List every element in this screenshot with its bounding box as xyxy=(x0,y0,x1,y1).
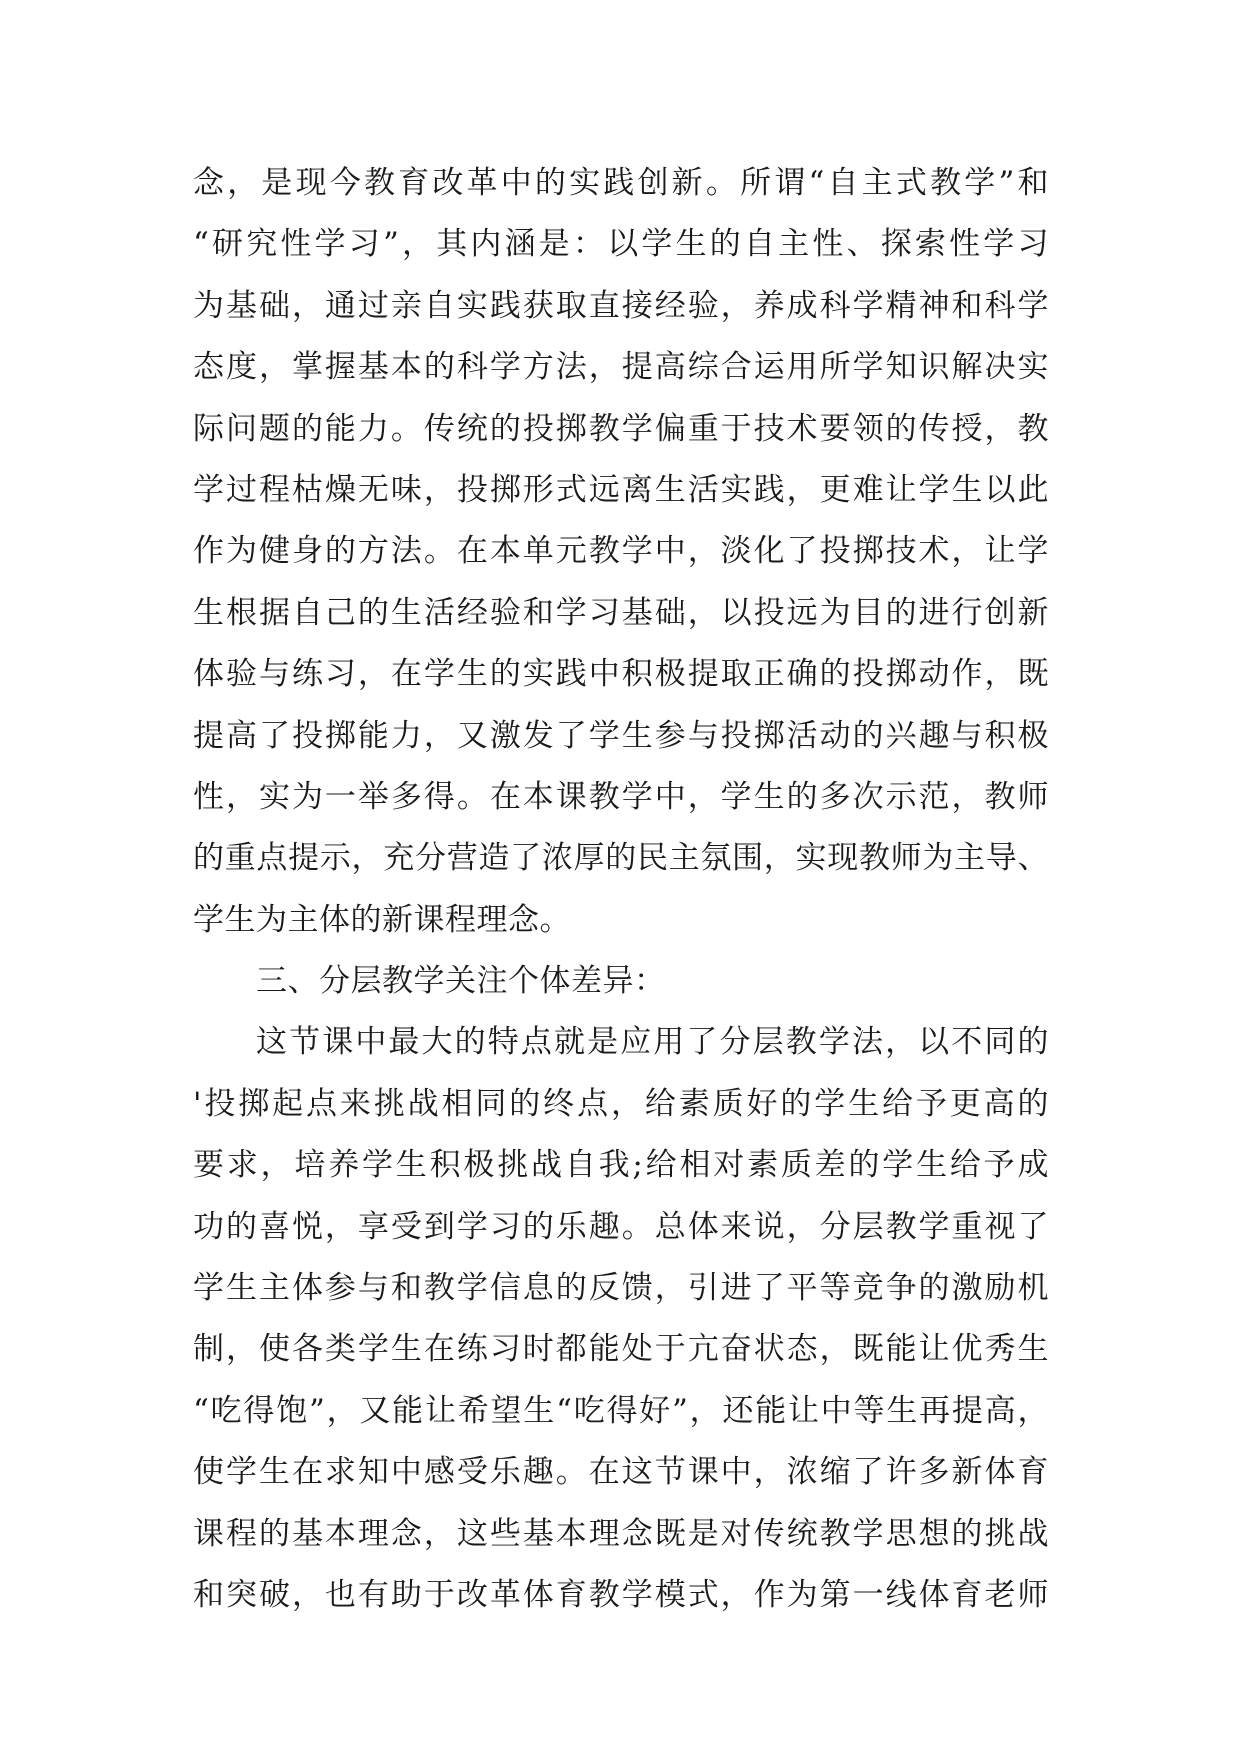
paragraph-line: 课程的基本理念，这些基本理念既是对传统教学思想的挑战 xyxy=(193,1515,1049,1552)
paragraph-line: 提高了投掷能力，又激发了学生参与投掷活动的兴趣与积极 xyxy=(193,717,1049,754)
paragraph-line: 为基础，通过亲自实践获取直接经验，养成科学精神和科学 xyxy=(193,287,1049,324)
paragraph-line: 学生主体参与和教学信息的反馈，引进了平等竞争的激励机 xyxy=(193,1270,1049,1307)
paragraph-line: 性，实为一举多得。在本课教学中，学生的多次示范，教师 xyxy=(193,778,1049,815)
paragraph-line: 功的喜悦，享受到学习的乐趣。总体来说，分层教学重视了 xyxy=(193,1208,1049,1245)
paragraph-line: 作为健身的方法。在本单元教学中，淡化了投掷技术，让学 xyxy=(193,533,1049,570)
paragraph-line: 和突破，也有助于改革体育教学模式，作为第一线体育老师 xyxy=(193,1576,1049,1613)
paragraph-line: 态度，掌握基本的科学方法，提高综合运用所学知识解决实 xyxy=(193,349,1049,386)
paragraph-line: 念，是现今教育改革中的实践创新。所谓“自主式教学”和 xyxy=(193,165,1049,201)
document-body xyxy=(193,153,1049,1626)
paragraph-line: 这节课中最大的特点就是应用了分层教学法，以不同的 xyxy=(256,1024,1049,1061)
paragraph-line: 要求，培养学生积极挑战自我;给相对素质差的学生给予成 xyxy=(193,1147,1049,1184)
paragraph-2 xyxy=(193,1012,1049,1626)
paragraph-line: 学生为主体的新课程理念。 xyxy=(193,901,571,938)
paragraph-line: 生根据自己的生活经验和学习基础，以投远为目的进行创新 xyxy=(193,594,1049,631)
paragraph-line: “研究性学习”，其内涵是：以学生的自主性、探索性学习 xyxy=(193,226,1049,263)
section-heading: 三、分层教学关注个体差异： xyxy=(256,963,666,1000)
paragraph-line: 的重点提示，充分营造了浓厚的民主氛围，实现教师为主导、 xyxy=(193,840,1049,877)
paragraph-line: 学过程枯燥无味，投掷形式远离生活实践，更难让学生以此 xyxy=(193,471,1049,508)
paragraph-line: '投掷起点来挑战相同的终点，给素质好的学生给予更高的 xyxy=(193,1085,1049,1122)
paragraph-line: 体验与练习，在学生的实践中积极提取正确的投掷动作，既 xyxy=(193,656,1049,693)
paragraph-line: 使学生在求知中感受乐趣。在这节课中，浓缩了许多新体育 xyxy=(193,1454,1049,1491)
paragraph-line: “吃得饱”，又能让希望生“吃得好”，还能让中等生再提高， xyxy=(193,1392,1049,1429)
paragraph-line: 际问题的能力。传统的投掷教学偏重于技术要领的传授，教 xyxy=(193,410,1049,447)
paragraph-1 xyxy=(193,153,1049,951)
paragraph-line: 制，使各类学生在练习时都能处于亢奋状态，既能让优秀生 xyxy=(193,1331,1049,1368)
